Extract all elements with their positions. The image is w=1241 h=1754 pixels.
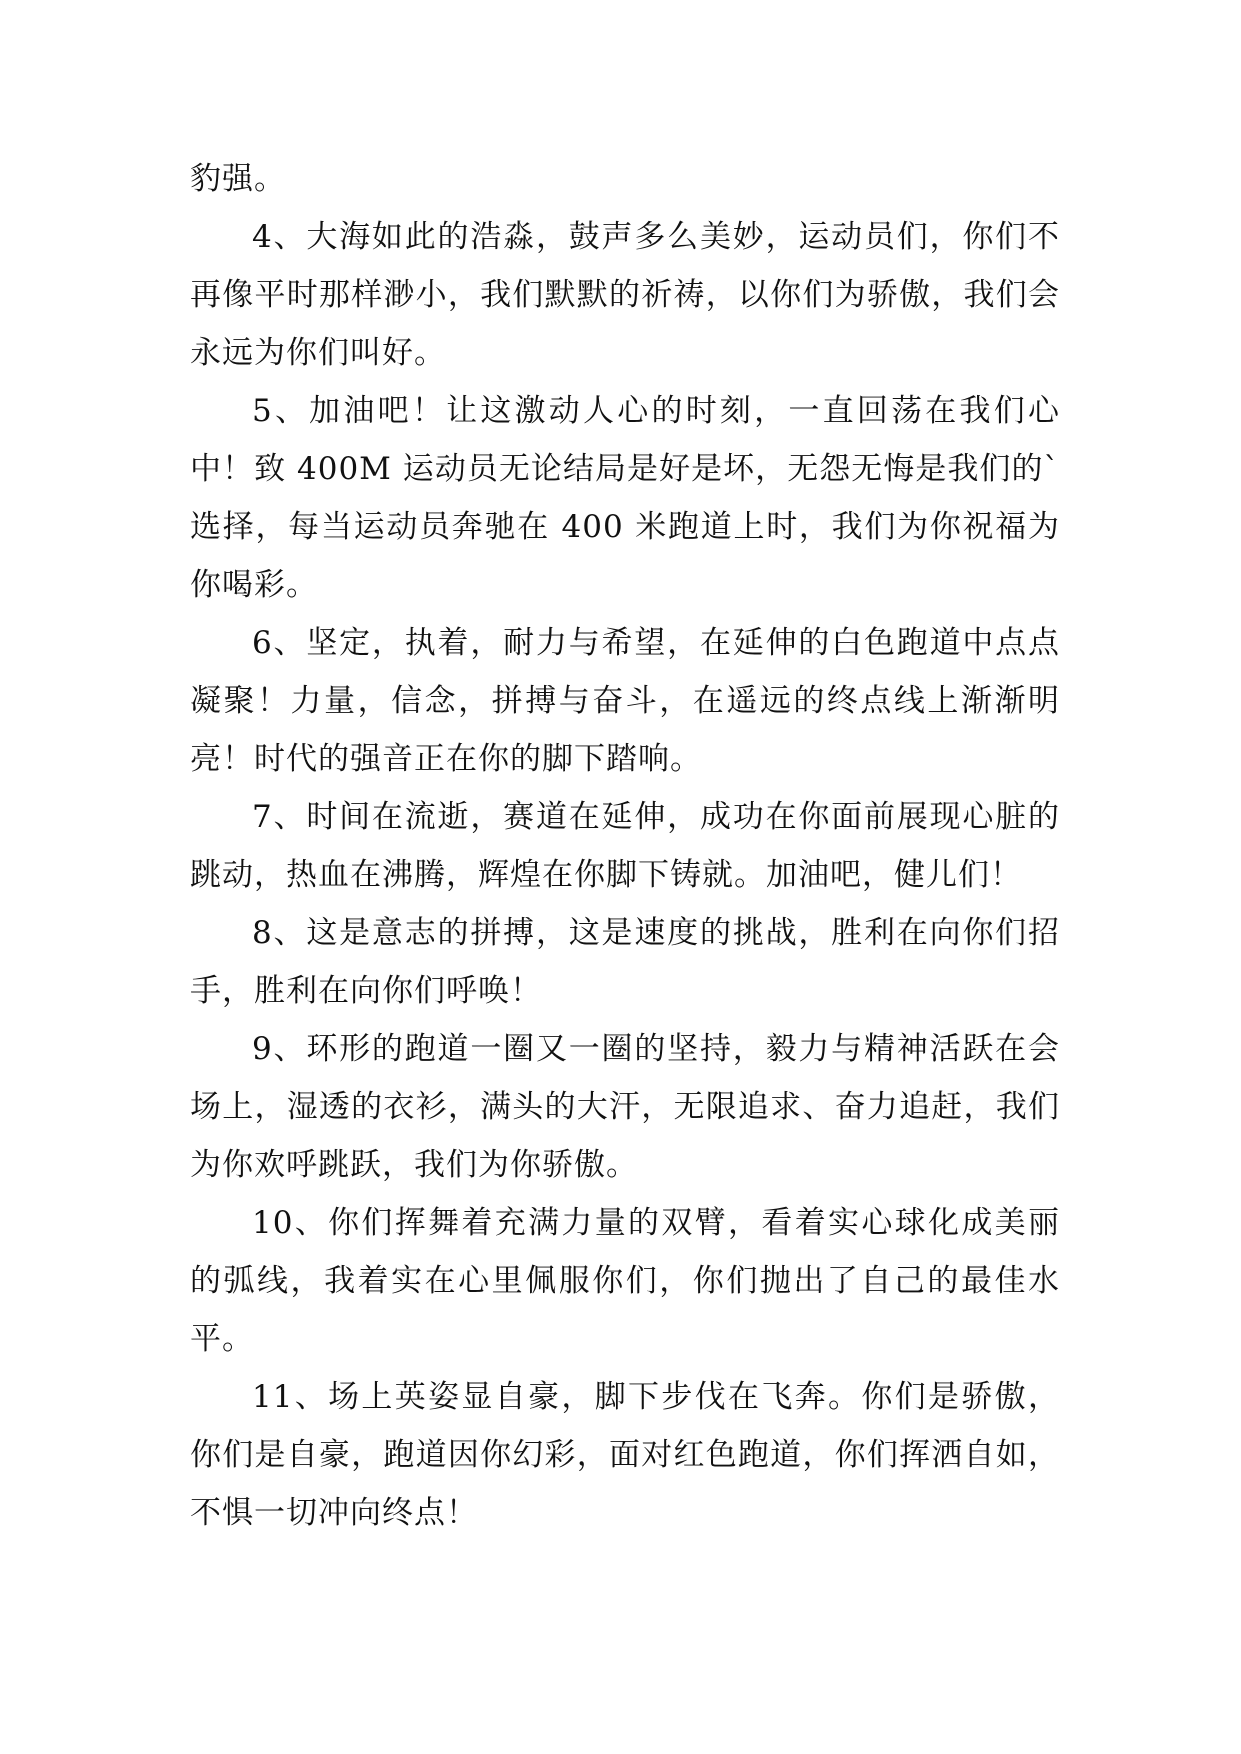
document-page xyxy=(190,150,1060,1542)
paragraph-item-11: 11、场上英姿显自豪，脚下步伐在飞奔。你们是骄傲，你们是自豪，跑道因你幻彩，面对红色跑道，你们挥洒自如，不惧一切冲向终点！ xyxy=(190,1379,1060,1531)
paragraph-item-8: 8、这是意志的拼搏，这是速度的挑战，胜利在向你们招手，胜利在向你们呼唤！ xyxy=(190,915,1060,1009)
paragraph-item-9: 9、环形的跑道一圈又一圈的坚持，毅力与精神活跃在会场上，湿透的衣衫，满头的大汗，无限追求、奋力追赶，我们为你欢呼跳跃，我们为你骄傲。 xyxy=(190,1031,1060,1183)
paragraph-item-7: 7、时间在流逝，赛道在延伸，成功在你面前展现心脏的跳动，热血在沸腾，辉煌在你脚下铸就。加油吧，健儿们！ xyxy=(190,799,1060,893)
paragraph-item-5: 5、加油吧！让这激动人心的时刻，一直回荡在我们心中！致 400M 运动员无论结局是好是坏，无怨无悔是我们的`选择，每当运动员奔驰在 400 米跑道上时，我们为你祝福为你喝彩。 xyxy=(190,393,1060,603)
paragraph-item-4: 4、大海如此的浩淼，鼓声多么美妙，运动员们，你们不再像平时那样渺小，我们默默的祈祷，以你们为骄傲，我们会永远为你们叫好。 xyxy=(190,219,1060,371)
paragraph-item-10: 10、你们挥舞着充满力量的双臂，看着实心球化成美丽的弧线，我着实在心里佩服你们，你们抛出了自己的最佳水平。 xyxy=(190,1205,1060,1357)
paragraph-item-6: 6、坚定，执着，耐力与希望，在延伸的白色跑道中点点凝聚！力量，信念，拼搏与奋斗，在遥远的终点线上渐渐明亮！时代的强音正在你的脚下踏响。 xyxy=(190,625,1060,777)
paragraph-fragment: 豹强。 xyxy=(190,161,286,197)
